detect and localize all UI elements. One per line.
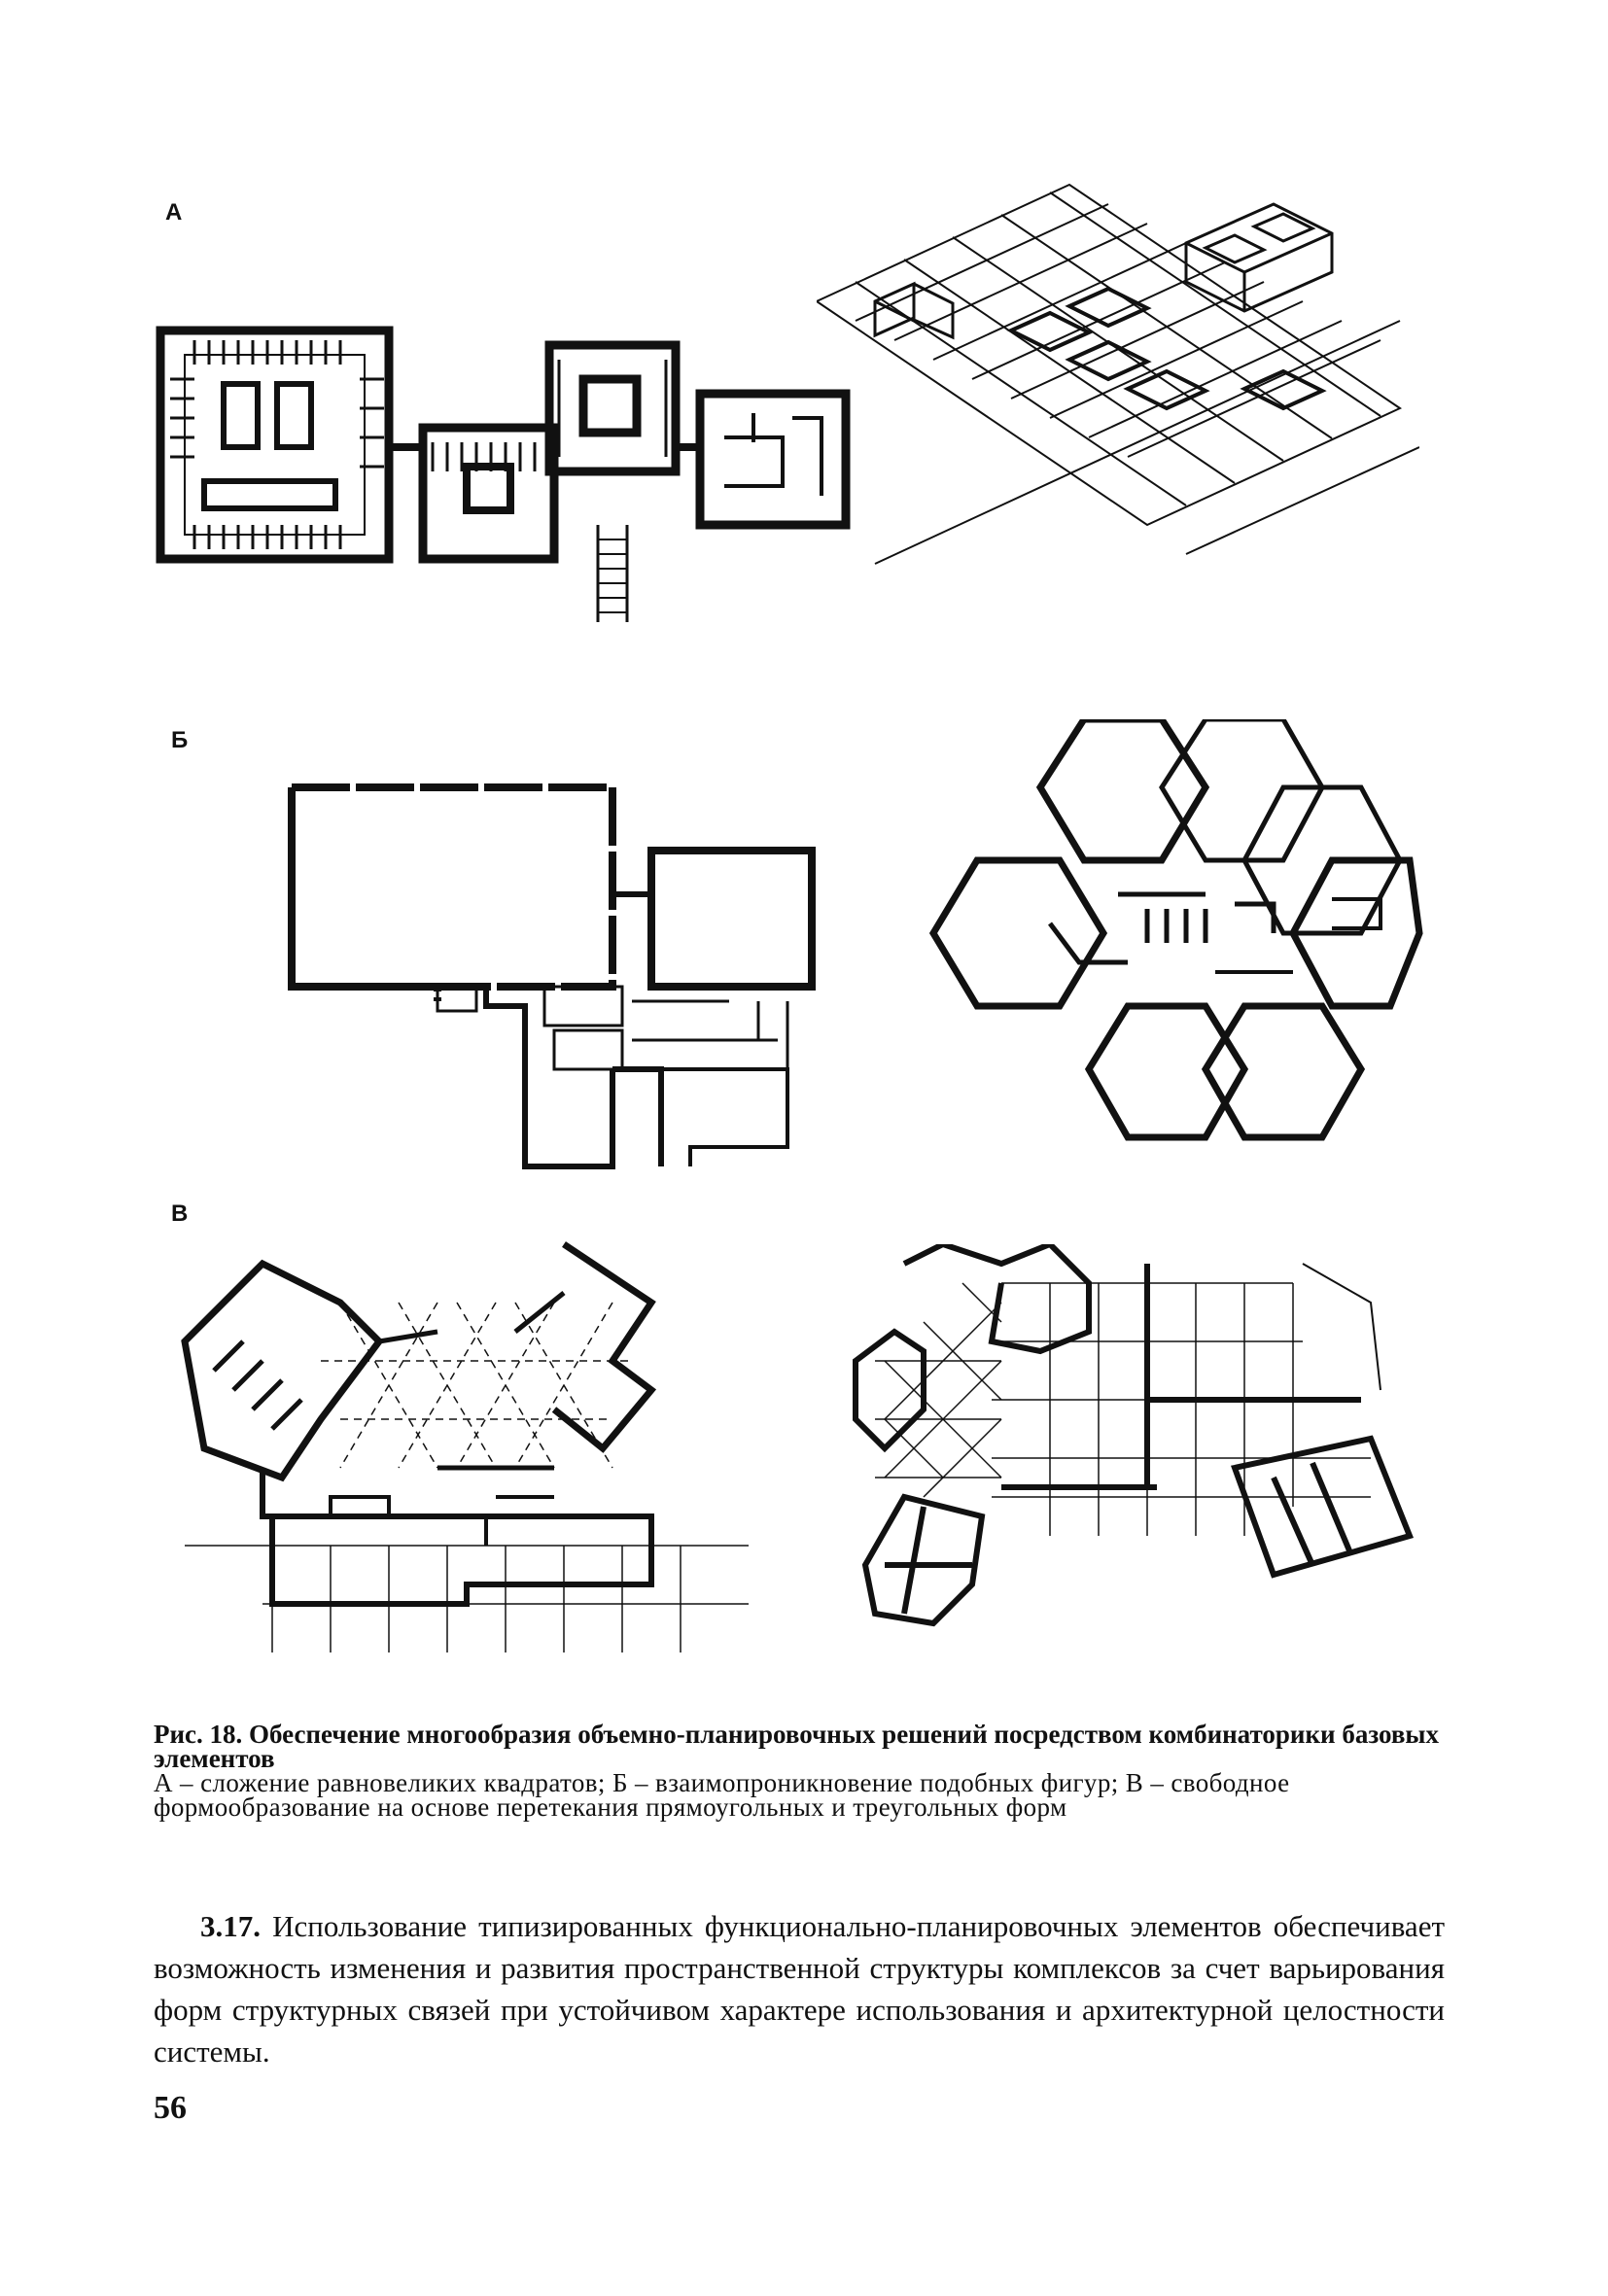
caption-body: А – сложение равновеликих квадратов; Б – взаимопроникновение подобных фигур; В – свободное формообразование на основе перетекания прямоугольных и треугольных форм: [154, 1768, 1290, 1822]
plan-b-rectangles: [282, 778, 826, 1186]
figure-label-b: Б: [171, 727, 189, 753]
body-paragraph: [154, 1905, 1445, 2072]
page-number: 56: [154, 2090, 187, 2126]
caption-title: Рис. 18. Обеспечение многообразия объемно-планировочных решений посредством комбинаторики базовых элементов: [154, 1720, 1440, 1773]
figure-label-c: В: [171, 1200, 189, 1227]
plan-c-triangular: [146, 1225, 778, 1662]
figure-caption: [154, 1722, 1445, 1820]
paragraph-text: Использование типизированных функционально-планировочных элементов обеспечивает возможность изменения и развития пространственной структуры комплексов за счет варьирования форм структурных связей при устойчивом характере использования и архитектурной целостности системы.: [154, 1909, 1446, 2069]
plan-c-mixed-grid: [846, 1244, 1429, 1633]
figure-label-a: А: [165, 199, 183, 226]
plan-b-hexagons: [924, 719, 1429, 1176]
axonometric-a-squares: [817, 165, 1419, 574]
paragraph-number: 3.17.: [200, 1909, 261, 1943]
plan-a-squares: [151, 321, 870, 632]
